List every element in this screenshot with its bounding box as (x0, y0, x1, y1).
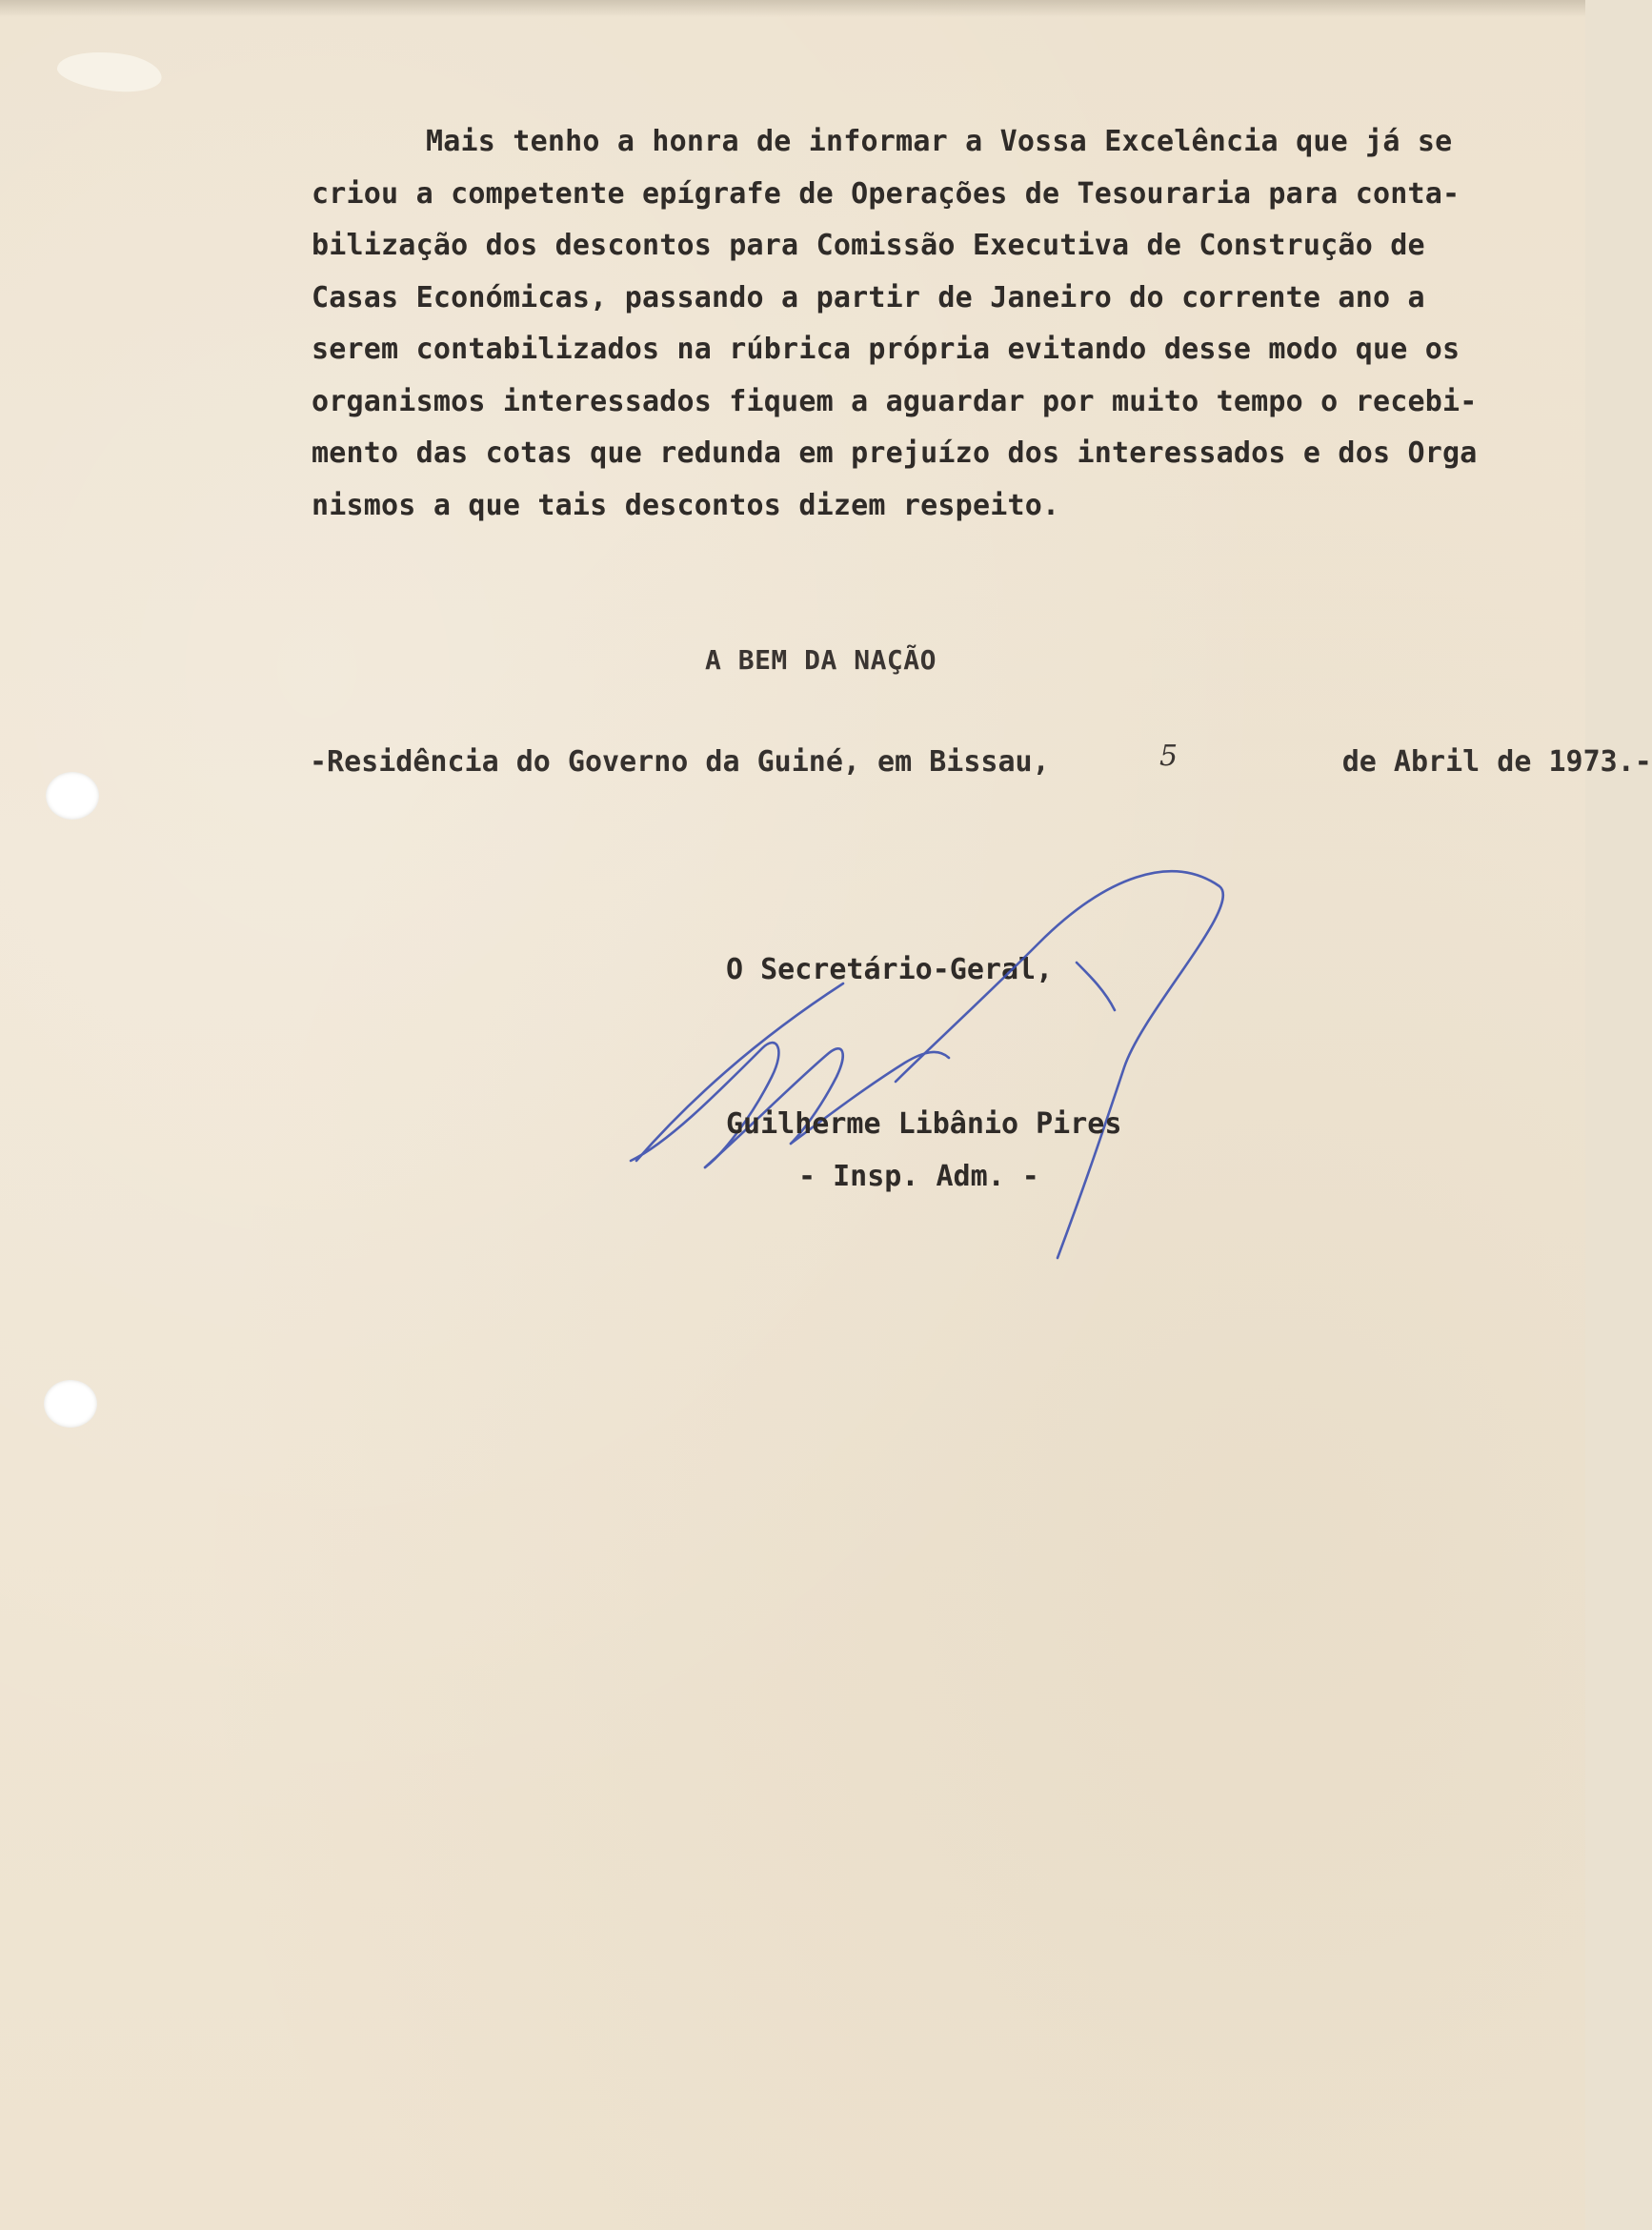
punch-hole-icon (44, 1380, 97, 1428)
place-date-line (310, 745, 1652, 779)
paper-top-edge (0, 0, 1585, 17)
paragraph-line: Mais tenho a honra de informar a Vossa Excelência que já se (426, 125, 1453, 158)
place-date-suffix: de Abril de 1973.- (1341, 745, 1652, 779)
paragraph-line: organismos interessados fiquem a aguardar por muito tempo o recebi- (312, 384, 1478, 418)
paragraph-line: criou a competente epígrafe de Operações de Tesouraria para conta- (312, 176, 1461, 211)
handwritten-signature (610, 858, 1239, 1277)
signer-name: Guilherme Libânio Pires (726, 1107, 1122, 1141)
paragraph-line: serem contabilizados na rúbrica própria evitando desse modo que os (312, 333, 1461, 366)
paper-tear-mark (55, 46, 164, 98)
signer-title: - Insp. Adm. - (798, 1160, 1039, 1193)
paragraph-line: nismos a que tais descontos dizem respeito. (312, 488, 1060, 522)
closing-formula: A BEM DA NAÇÃO (705, 644, 937, 676)
paragraph-line: mento das cotas que redunda em prejuízo dos interessados e dos Orga (312, 436, 1478, 470)
handwritten-day: 5 (1159, 740, 1179, 773)
paragraph-line: bilização dos descontos para Comissão Executiva de Construção de (312, 229, 1425, 262)
place-date-prefix: -Residência do Governo da Guiné, em Bissau, (310, 745, 1050, 779)
punch-hole-icon (46, 772, 99, 820)
paragraph-line: Casas Económicas, passando a partir de Janeiro do corrente ano a (312, 280, 1425, 314)
signer-role: O Secretário-Geral, (726, 953, 1054, 986)
body-paragraph (312, 116, 1588, 532)
